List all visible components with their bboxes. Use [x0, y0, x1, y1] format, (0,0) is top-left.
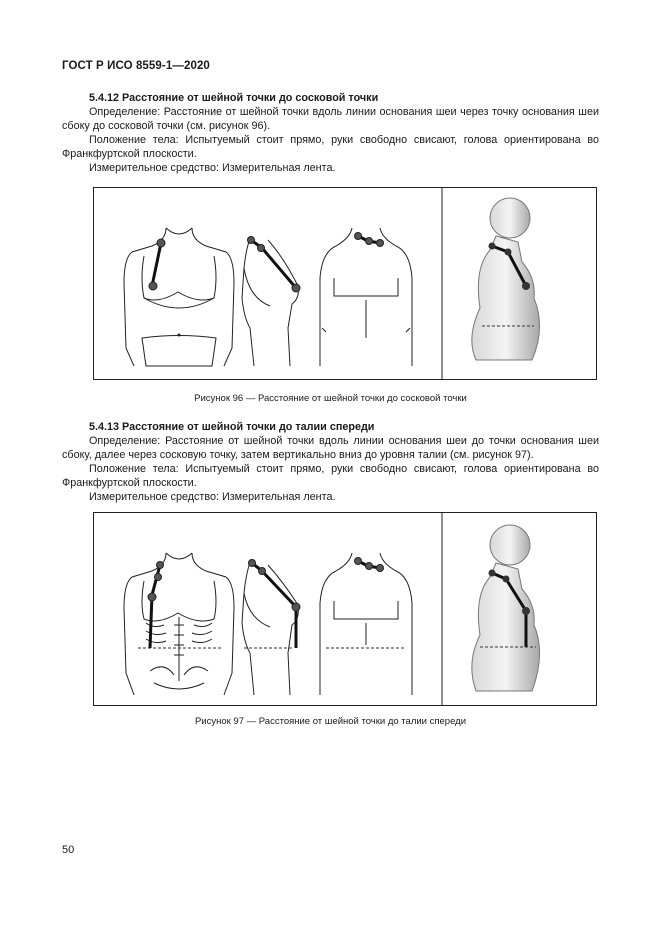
section-5-4-12: [62, 91, 599, 175]
body-position-paragraph: Положение тела: Испытуемый стоит прямо, руки свободно свисают, голова ориентирована во Франкфуртской плоскости.: [62, 463, 599, 489]
figure-97: [93, 512, 597, 706]
figure-97-caption: Рисунок 97 — Расстояние от шейной точки до талии спереди: [194, 716, 467, 727]
section-heading: 5.4.13 Расстояние от шейной точки до талии спереди: [89, 421, 375, 433]
section-heading: 5.4.12 Расстояние от шейной точки до сосковой точки: [89, 92, 379, 104]
figure-96-caption: Рисунок 96 — Расстояние от шейной точки до сосковой точки: [194, 393, 467, 404]
figure-96: [93, 187, 597, 380]
figure-97-illustration: [94, 513, 596, 705]
measuring-tool-paragraph: Измерительное средство: Измерительная лента.: [89, 491, 336, 503]
figure-96-illustration: [94, 188, 596, 379]
definition-paragraph: Определение: Расстояние от шейной точки вдоль линии основания шеи до точки основания шеи сбоку, далее через сосковую точку, затем вертикально вниз до уровня талии (см. рисунок 97).: [62, 435, 599, 461]
body-position-paragraph: Положение тела: Испытуемый стоит прямо, руки свободно свисают, голова ориентирована во Франкфуртской плоскости.: [62, 134, 599, 160]
page-number: 50: [62, 844, 75, 856]
definition-paragraph: Определение: Расстояние от шейной точки вдоль линии основания шеи через точку основания шеи сбоку до сосковой точки (см. рисунок 96).: [62, 106, 599, 132]
section-5-4-13: [62, 420, 599, 504]
measuring-tool-paragraph: Измерительное средство: Измерительная лента.: [89, 162, 336, 174]
document-header: ГОСТ Р ИСО 8559-1—2020: [62, 60, 210, 72]
